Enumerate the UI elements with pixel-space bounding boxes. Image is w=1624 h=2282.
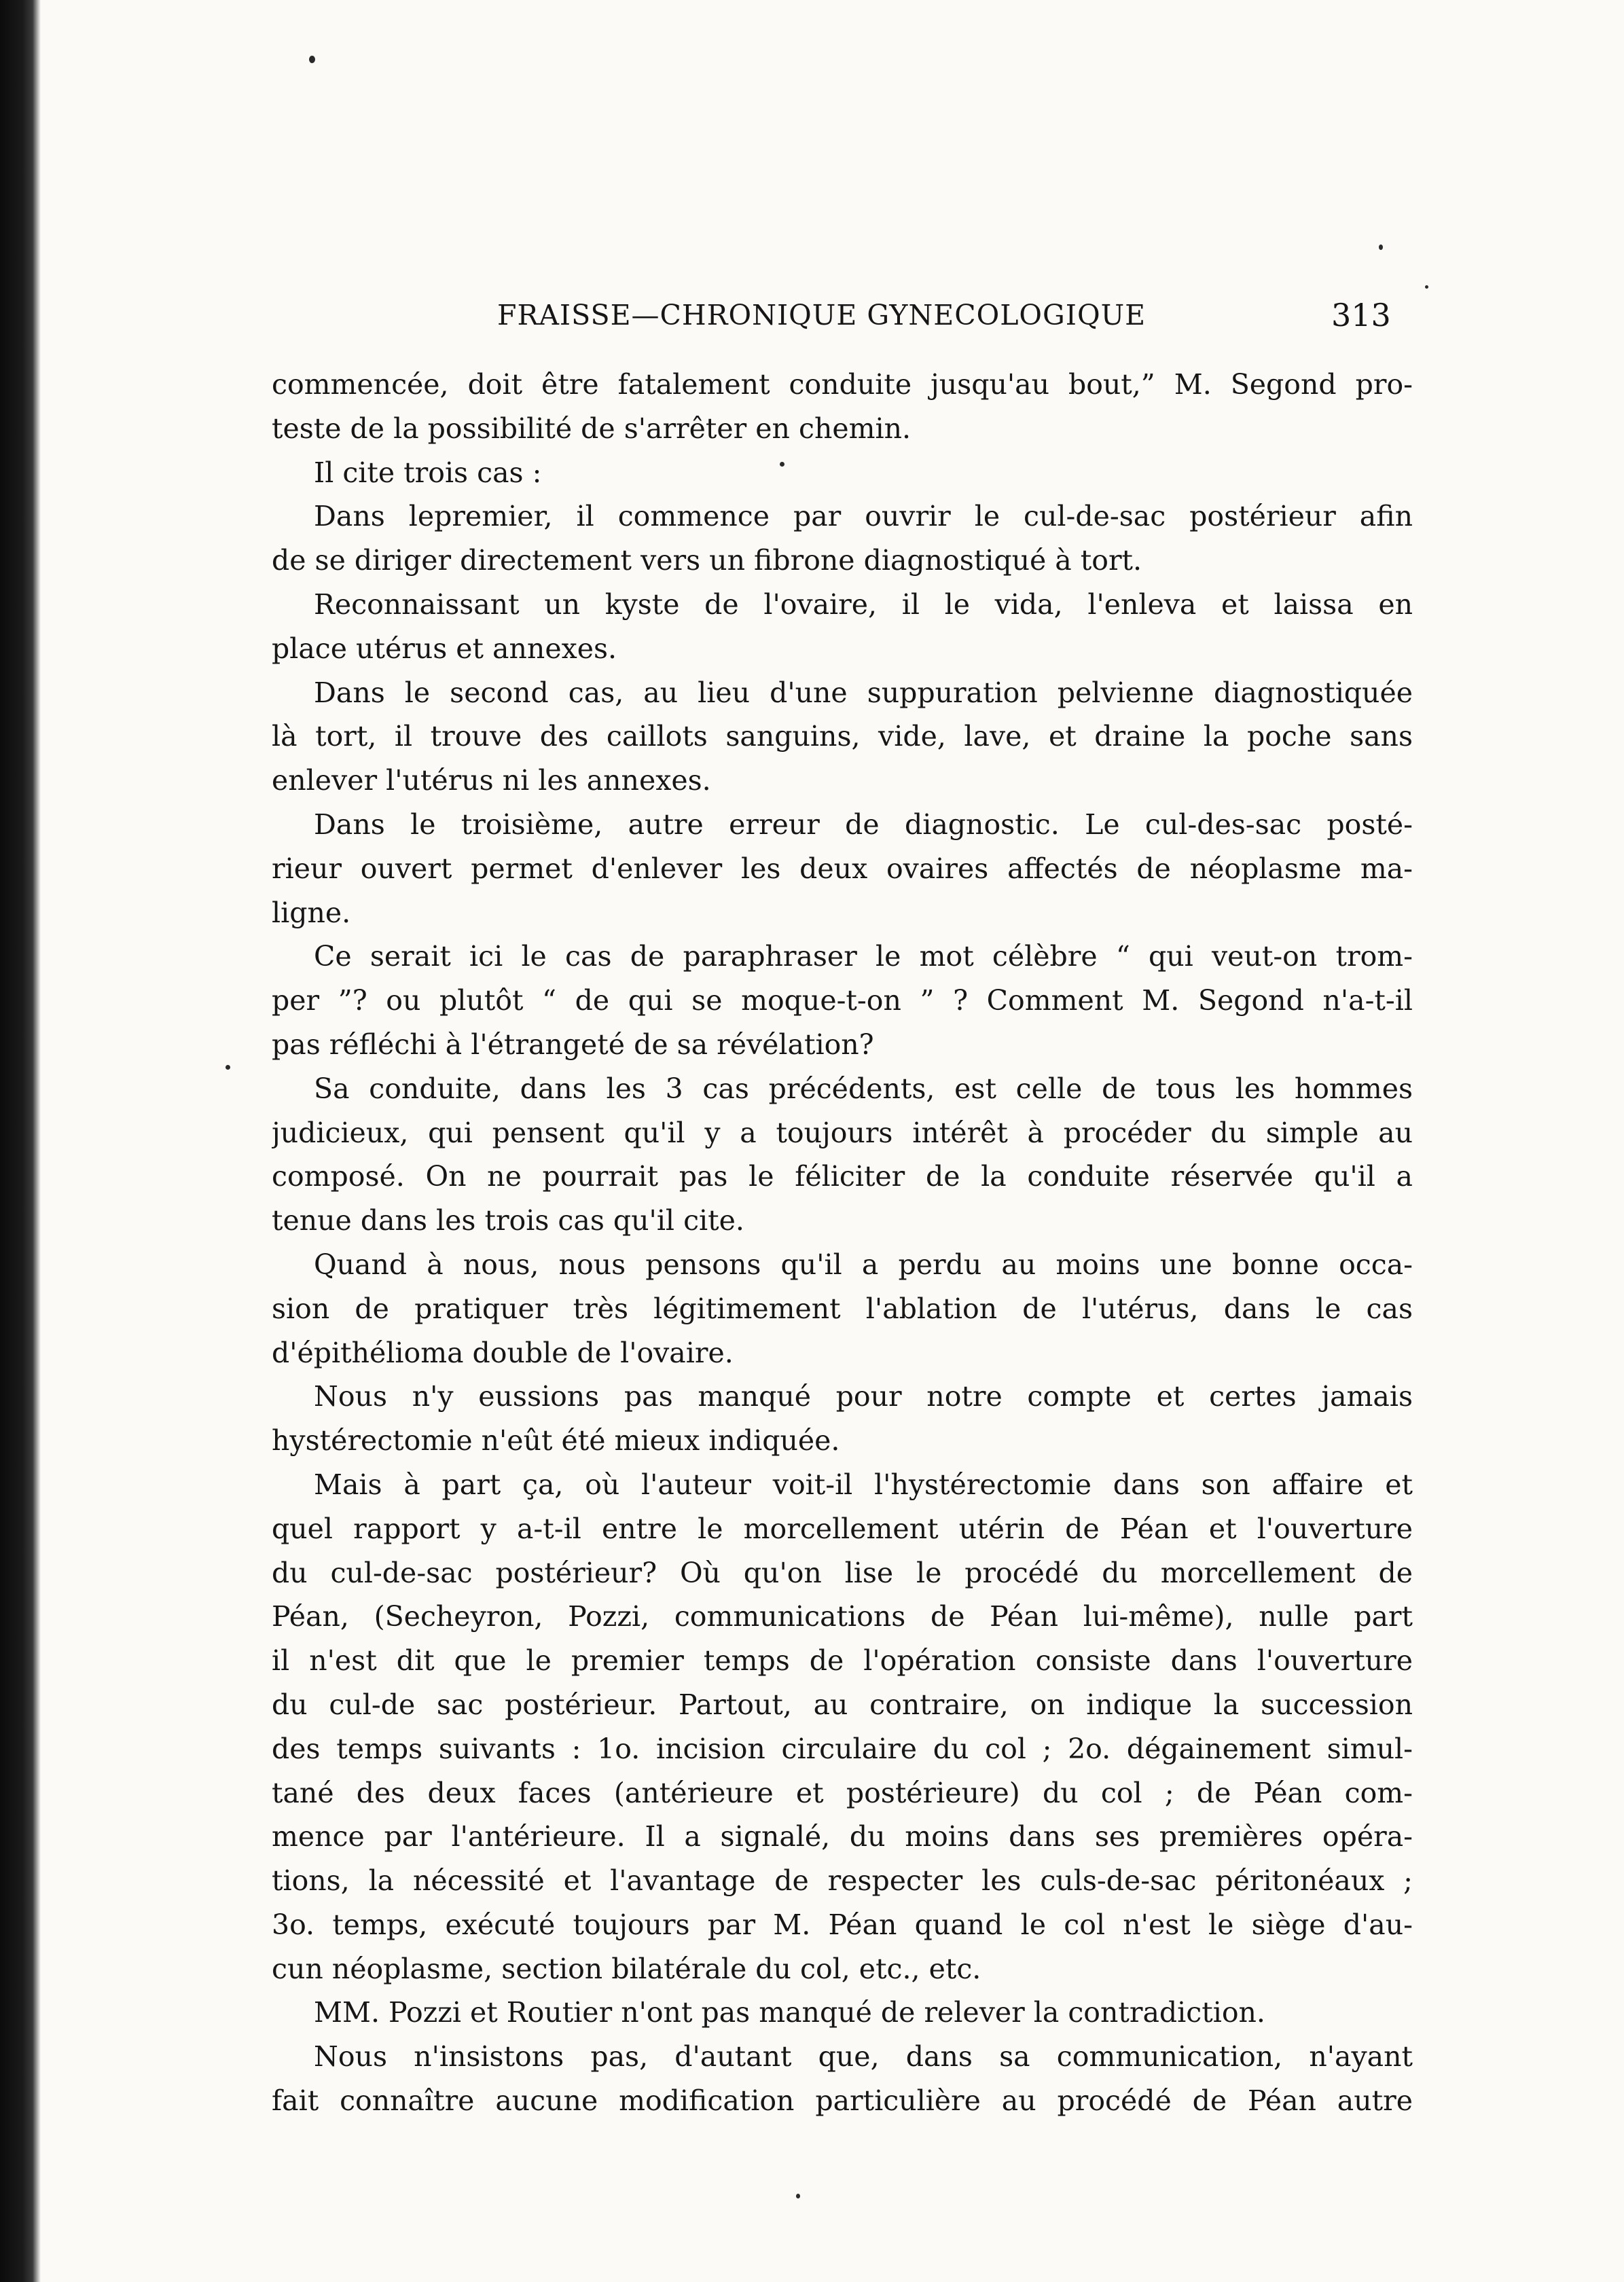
text-line: judicieux, qui pensent qu'il y a toujours intérêt à procéder du simple au [272, 1116, 1413, 1149]
text-line: il n'est dit que le premier temps de l'opération consiste dans l'ouverture [272, 1644, 1413, 1678]
text-line: composé. On ne pourrait pas le féliciter de la conduite réservée qu'il a [272, 1160, 1413, 1193]
text-line: Mais à part ça, où l'auteur voit-il l'hystérectomie dans son affaire et [314, 1468, 1413, 1501]
text-line: des temps suivants : 1o. incision circulaire du col ; 2o. dégainement simul- [272, 1732, 1413, 1765]
text-line: Sa conduite, dans les 3 cas précédents, est celle de tous les hommes [314, 1072, 1413, 1105]
text-line: place utérus et annexes. [272, 632, 617, 665]
print-speck [309, 56, 315, 63]
print-speck [1425, 285, 1428, 289]
running-head [0, 295, 1624, 336]
text-line: Quand à nous, nous pensons qu'il a perdu au moins une bonne occa- [314, 1248, 1413, 1281]
text-line: Dans lepremier, il commence par ouvrir le cul-de-sac postérieur afin [314, 500, 1413, 533]
binding-shadow [0, 0, 41, 2282]
text-line: hystérectomie n'eût été mieux indiquée. [272, 1424, 840, 1457]
text-line: mence par l'antérieure. Il a signalé, du moins dans ses premières opéra- [272, 1820, 1413, 1853]
text-line: du cul-de-sac postérieur? Où qu'on lise le procédé du morcellement de [272, 1556, 1413, 1589]
text-line: 3o. temps, exécuté toujours par M. Péan quand le col n'est le siège d'au- [272, 1908, 1413, 1941]
text-line: cun néoplasme, section bilatérale du col, etc., etc. [272, 1952, 981, 1985]
text-line: Ce serait ici le cas de paraphraser le mot célèbre “ qui veut-on trom- [314, 940, 1413, 973]
text-line: teste de la possibilité de s'arrêter en chemin. [272, 412, 912, 445]
text-line: d'épithélioma double de l'ovaire. [272, 1336, 734, 1369]
text-line: tané des deux faces (antérieure et postérieure) du col ; de Péan com- [272, 1776, 1413, 1809]
text-line: là tort, il trouve des caillots sanguins, vide, lave, et draine la poche sans [272, 720, 1413, 753]
text-line: MM. Pozzi et Routier n'ont pas manqué de relever la contradiction. [314, 1996, 1265, 2029]
text-line: commencée, doit être fatalement conduite jusqu'au bout,” M. Segond pro- [272, 368, 1413, 401]
text-line: pas réfléchi à l'étrangeté de sa révélation? [272, 1028, 874, 1061]
text-line: sion de pratiquer très légitimement l'ablation de l'utérus, dans le cas [272, 1292, 1413, 1325]
text-line: Dans le troisième, autre erreur de diagnostic. Le cul-des-sac posté- [314, 808, 1413, 841]
text-line: de se diriger directement vers un fibrone diagnostiqué à tort. [272, 544, 1142, 577]
running-title: FRAISSE—CHRONIQUE GYNECOLOGIQUE [497, 299, 1147, 331]
text-line: Dans le second cas, au lieu d'une suppuration pelvienne diagnostiquée [314, 676, 1413, 709]
text-line: Péan, (Sechеyron, Pozzi, communications de Péan lui-même), nulle part [272, 1600, 1413, 1633]
print-speck [225, 1065, 230, 1070]
text-line: Nous n'insistons pas, d'autant que, dans sa communication, n'ayant [314, 2040, 1413, 2073]
text-line: tions, la nécessité et l'avantage de respecter les culs-de-sac péritonéaux ; [272, 1864, 1413, 1898]
text-line: ligne. [272, 896, 351, 929]
text-line: enlever l'utérus ni les annexes. [272, 764, 711, 797]
page-number: 313 [1331, 297, 1391, 333]
text-line: Reconnaissant un kyste de l'ovaire, il le vida, l'enleva et laissa en [314, 587, 1413, 621]
text-line: rieur ouvert permet d'enlever les deux ovaires affectés de néoplasme ma- [272, 852, 1413, 885]
text-line: Il cite trois cas : [314, 456, 542, 489]
text-line: Nous n'y eussions pas manqué pour notre compte et certes jamais [314, 1380, 1413, 1413]
print-speck [1379, 244, 1383, 250]
text-line: quel rapport y a-t-il entre le morcellement utérin de Péan et l'ouverture [272, 1512, 1413, 1545]
text-line: du cul-de sac postérieur. Partout, au contraire, on indique la succession [272, 1688, 1413, 1721]
body-text [272, 363, 1413, 2123]
text-line: per ”? ou plutôt “ de qui se moque-t-on ” ? Comment M. Segond n'a-t-il [272, 984, 1413, 1017]
print-speck [796, 2194, 800, 2198]
text-line: fait connaître aucune modification particulière au procédé de Péan autre [272, 2084, 1413, 2118]
text-line: tenue dans les trois cas qu'il cite. [272, 1204, 744, 1237]
